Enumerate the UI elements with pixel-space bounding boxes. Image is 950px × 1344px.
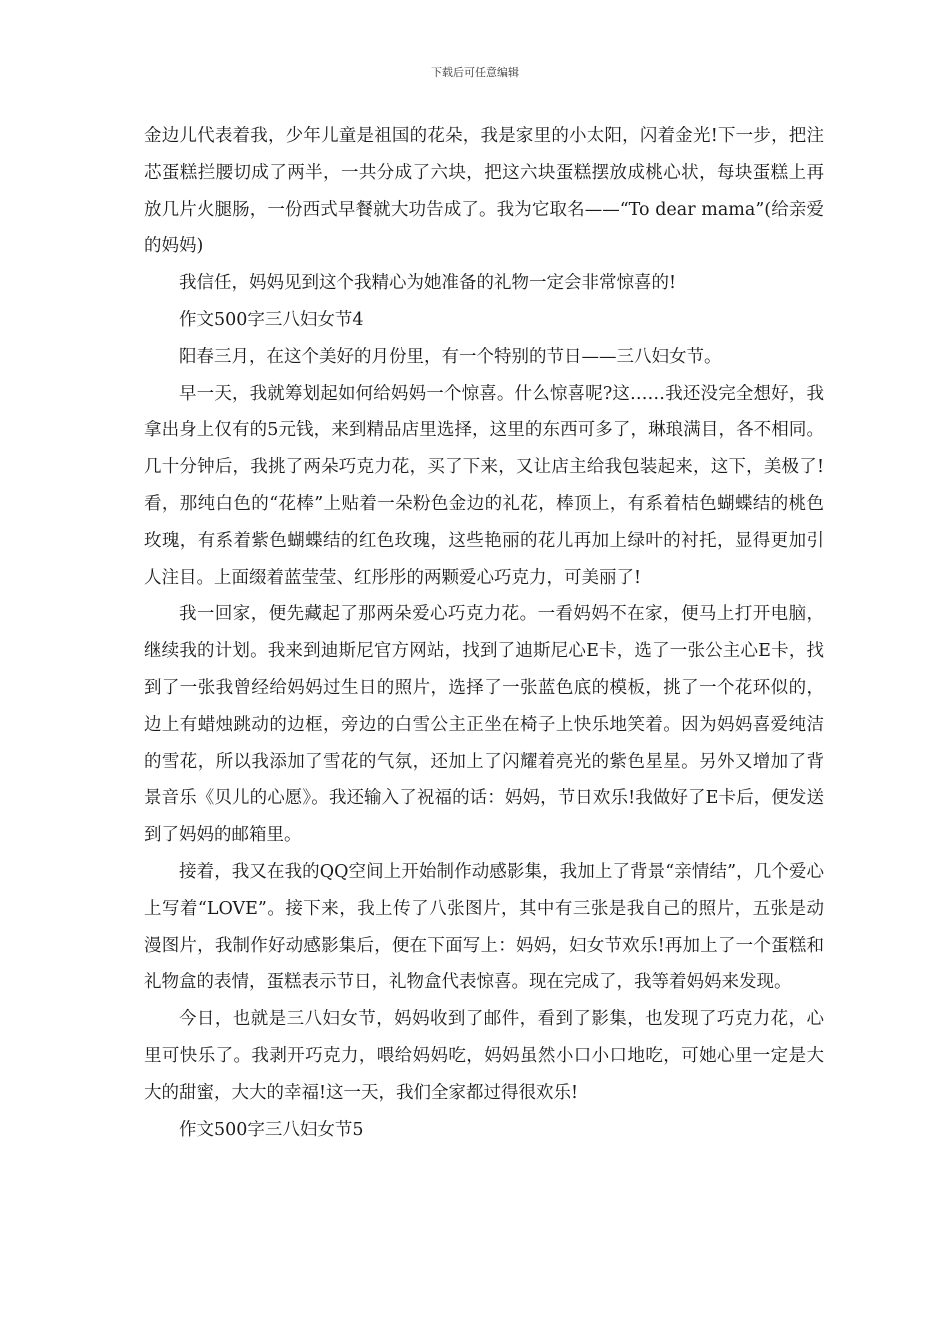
paragraph-3: 阳春三月，在这个美好的月份里，有一个特别的节日——三八妇女节。	[179, 346, 722, 367]
paragraph-6: 接着，我又在我的QQ空间上开始制作动感影集，我加上了背景“亲情结”，几个爱心上写着“LOVE”。接下来，我上传了八张图片，其中有三张是我自己的照片，五张是动漫图片，我制作好动感影集后，便在下面写上：妈妈，妇女节欢乐!再加上了一个蛋糕和礼物盒的表情，蛋糕表示节日，礼物盒代表惊喜。现在完成了，我等着妈妈来发现。	[144, 861, 824, 993]
paragraph-5: 我一回家，便先藏起了那两朵爱心巧克力花。一看妈妈不在家，便马上打开电脑，继续我的计划。我来到迪斯尼官方网站，找到了迪斯尼心E卡，选了一张公主心E卡，找到了一张我曾经给妈妈过生日的照片，选择了一张蓝色底的模板，挑了一个花环似的，边上有蜡烛跳动的边框，旁边的白雪公主正坐在椅子上快乐地笑着。因为妈妈喜爱纯洁的雪花，所以我添加了雪花的气氛，还加上了闪耀着亮光的紫色星星。另外又增加了背景音乐《贝儿的心愿》。我还输入了祝福的话：妈妈，节日欢乐!我做好了E卡后，便发送到了妈妈的邮箱里。	[144, 604, 824, 846]
page-header-note: 下载后可任意编辑	[431, 66, 519, 79]
document-body	[144, 118, 824, 1148]
paragraph-4: 早一天，我就筹划起如何给妈妈一个惊喜。什么惊喜呢?这……我还没完全想好，我拿出身上仅有的5元钱，来到精品店里选择，这里的东西可多了，琳琅满目，各不相同。几十分钟后，我挑了两朵巧克力花，买了下来，又让店主给我包装起来，这下，美极了!看，那纯白色的“花棒”上贴着一朵粉色金边的礼花，棒顶上，有系着桔色蝴蝶结的桃色玫瑰，有系着紫色蝴蝶结的红色玫瑰，这些艳丽的花儿再加上绿叶的衬托，显得更加引人注目。上面缀着蓝莹莹、红彤彤的两颗爱心巧克力，可美丽了!	[144, 383, 824, 588]
paragraph-7: 今日，也就是三八妇女节，妈妈收到了邮件，看到了影集，也发现了巧克力花，心里可快乐了。我剥开巧克力，喂给妈妈吃，妈妈虽然小口小口地吃，可她心里一定是大大的甜蜜，大大的幸福!这一天，我们全家都过得很欢乐!	[144, 1009, 824, 1103]
section-heading-5: 作文500字三八妇女节5	[179, 1119, 364, 1140]
paragraph-1: 金边儿代表着我，少年儿童是祖国的花朵，我是家里的小太阳，闪着金光!下一步，把注芯蛋糕拦腰切成了两半，一共分成了六块，把这六块蛋糕摆放成桃心状，每块蛋糕上再放几片火腿肠，一份西式早餐就大功告成了。我为它取名——“To dear mama”(给亲爱的妈妈)	[144, 126, 824, 257]
section-heading-4: 作文500字三八妇女节4	[179, 309, 364, 330]
paragraph-2: 我信任，妈妈见到这个我精心为她准备的礼物一定会非常惊喜的!	[179, 273, 677, 294]
